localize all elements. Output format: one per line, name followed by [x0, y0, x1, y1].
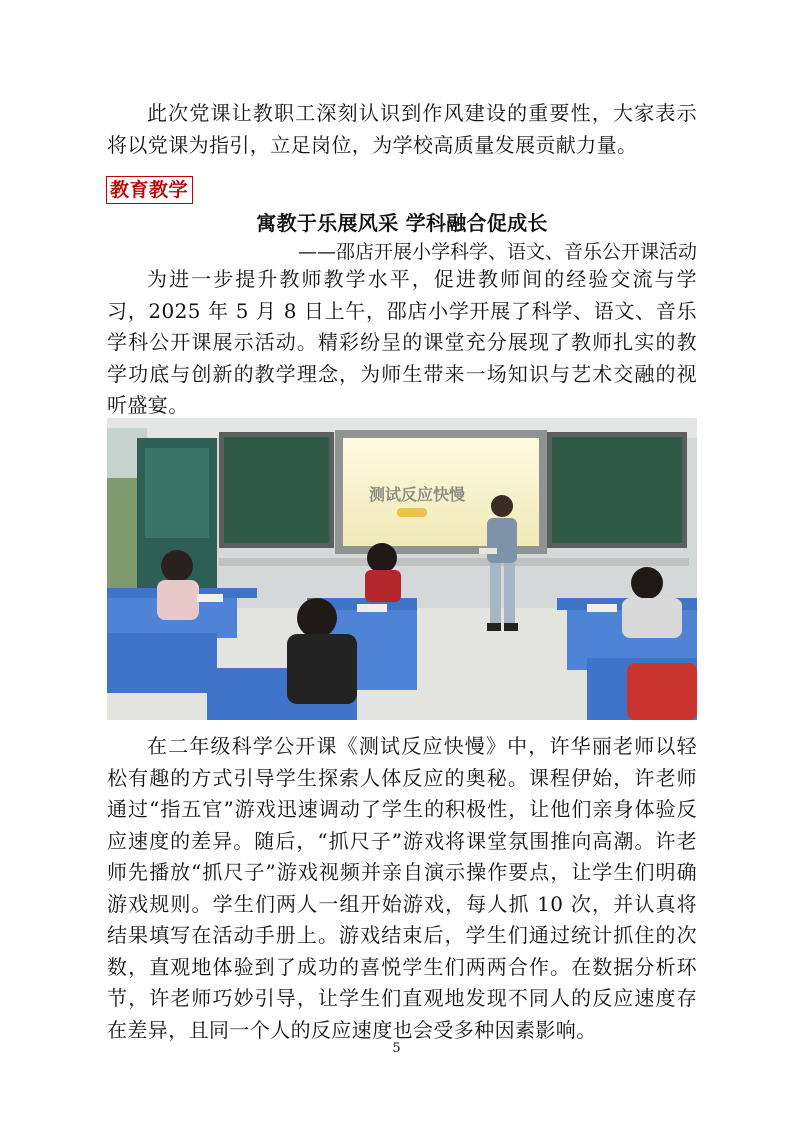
screen-title-text: 测试反应快慢: [368, 485, 466, 504]
section-tag: 教育教学: [106, 176, 193, 204]
article-title: 寓教于乐展风采 学科融合促成长: [256, 211, 548, 235]
article-paragraph-1: 为进一步提升教师教学水平，促进教师间的经验交流与学习，2025 年 5 月 8 日上午，邵店小学开展了科学、语文、音乐学科公开课展示活动。精彩纷呈的课堂充分展现了教师扎实的教学功底与创新的教学理念，为师生带来一场知识与艺术交融的视听盛宴。: [107, 267, 697, 417]
page-number: 5: [392, 1041, 401, 1056]
article-paragraph-2: 在二年级科学公开课《测试反应快慢》中，许华丽老师以轻松有趣的方式引导学生探索人体反应的奥秘。课程伊始，许老师通过“指五官”游戏迅速调动了学生的积极性，让他们亲身体验反应速度的差异。随后，“抓尺子”游戏将课堂氛围推向高潮。许老师先播放“抓尺子”游戏视频并亲自演示操作要点，让学生们明确游戏规则。学生们两人一组开始游戏，每人抓 10 次，并认真将结果填写在活动手册上。游戏结束后，学生们通过统计抓住的次数，直观地体验到了成功的喜悦学生们两两合作。在数据分析环节，许老师巧妙引导，让学生们直观地发现不同人的反应速度存在差异，且同一个人的反应速度也会受多种因素影响。: [107, 734, 697, 1042]
article-subtitle: ——邵店开展小学科学、语文、音乐公开课活动: [297, 241, 697, 263]
classroom-photo: [107, 418, 697, 720]
intro-paragraph: 此次党课让教职工深刻认识到作风建设的重要性，大家表示将以党课为指引，立足岗位，为学校高质量发展贡献力量。: [107, 101, 697, 157]
